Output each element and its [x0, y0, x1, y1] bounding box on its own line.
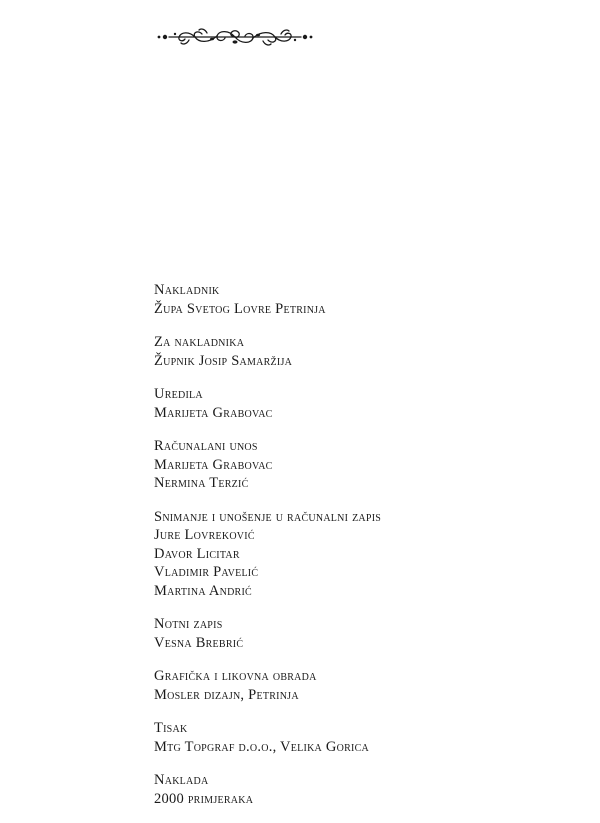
colophon-section-printing	[154, 719, 574, 756]
section-value: Mosler dizajn, Petrinja	[154, 686, 299, 703]
section-value: Marijeta Grabovac	[154, 456, 273, 473]
section-value: Nermina Terzić	[154, 475, 249, 491]
section-label: Snimanje i unošenje u računalni zapis	[154, 508, 382, 525]
section-label: Tisak	[154, 720, 188, 736]
colophon-section-publisher	[154, 281, 574, 318]
section-value: Jure Lovreković	[154, 527, 255, 543]
section-value: Mtg Topgraf d.o.o., Velika Gorica	[154, 738, 369, 755]
section-value: Davor Licitar	[154, 545, 240, 562]
colophon-section-design	[154, 667, 574, 704]
section-value: Vladimir Pavelić	[154, 564, 259, 580]
section-label: Notni zapis	[154, 616, 223, 632]
colophon-section-editor	[154, 385, 574, 422]
colophon-section-print-run	[154, 771, 574, 808]
section-value: Vesna Brebrić	[154, 634, 244, 651]
colophon-section-for-publisher	[154, 333, 574, 370]
section-label: Za nakladnika	[154, 334, 245, 350]
section-value: Martina Andrić	[154, 582, 252, 599]
section-value: Marijeta Grabovac	[154, 404, 273, 421]
colophon	[154, 281, 574, 823]
colophon-section-data-entry	[154, 437, 574, 493]
colophon-section-recording	[154, 508, 574, 601]
floral-ornament-icon	[155, 26, 315, 48]
section-label: Uredila	[154, 386, 203, 402]
section-label: Računalani unos	[154, 438, 258, 454]
section-label: Grafička i likovna obrada	[154, 668, 317, 684]
section-label: Naklada	[154, 772, 209, 788]
section-value: Župa Svetog Lovre Petrinja	[154, 300, 326, 317]
section-label: Nakladnik	[154, 282, 220, 298]
colophon-section-music-notation	[154, 615, 574, 652]
section-value: Župnik Josip Samaržija	[154, 352, 293, 369]
section-value: 2000 primjeraka	[154, 790, 254, 807]
